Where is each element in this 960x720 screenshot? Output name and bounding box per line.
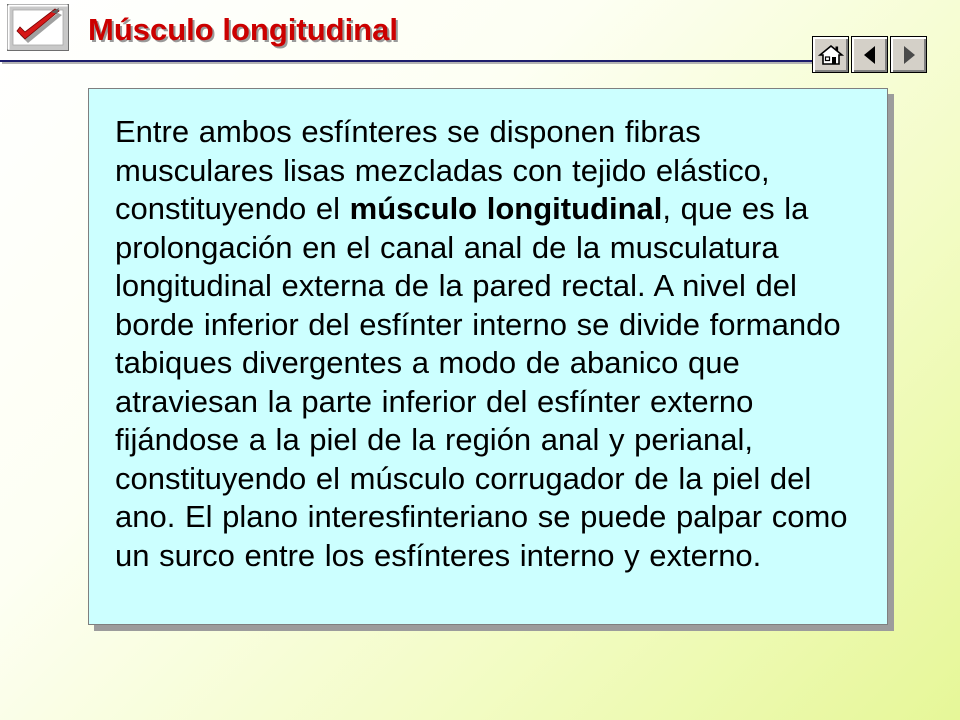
home-button[interactable] [812,36,849,73]
arrow-right-icon [899,44,919,66]
body-line: prolongación en el canal anal de la musculatura [115,229,779,265]
red-check-pen-icon [7,4,69,51]
body-line: ano. El plano interesfinteriano se puede palpar como [115,499,848,535]
body-line: longitudinal externa de la pared rectal. A nivel del [115,268,797,304]
arrow-left-icon [860,44,880,66]
content-box [88,88,888,625]
body-line: Entre ambos esfínteres se disponen fibras [115,114,701,149]
body-line: musculares lisas mezcladas con tejido elástico, [115,152,770,188]
body-line: un surco entre los esfínteres interno y externo. [115,538,762,574]
title-divider-shadow [2,62,812,64]
body-text: , que es la [662,191,809,227]
back-button[interactable] [851,36,888,73]
body-text: constituyendo el [115,191,350,227]
slide-title: Músculo longitudinal [88,12,398,47]
body-line: atraviesan la parte inferior del esfínter externo [115,383,754,419]
home-icon [818,43,844,67]
key-term: músculo longitudinal [349,191,663,227]
body-line: borde inferior del esfínter interno se divide formando [115,306,841,342]
body-line: tabiques divergentes a modo de abanico que [115,345,740,381]
body-paragraph [115,113,848,576]
forward-button[interactable] [890,36,927,73]
body-line: constituyendo el músculo corrugador de la piel del [115,460,812,496]
body-line: fijándose a la piel de la región anal y perianal, [115,422,754,458]
body-line [115,190,848,229]
